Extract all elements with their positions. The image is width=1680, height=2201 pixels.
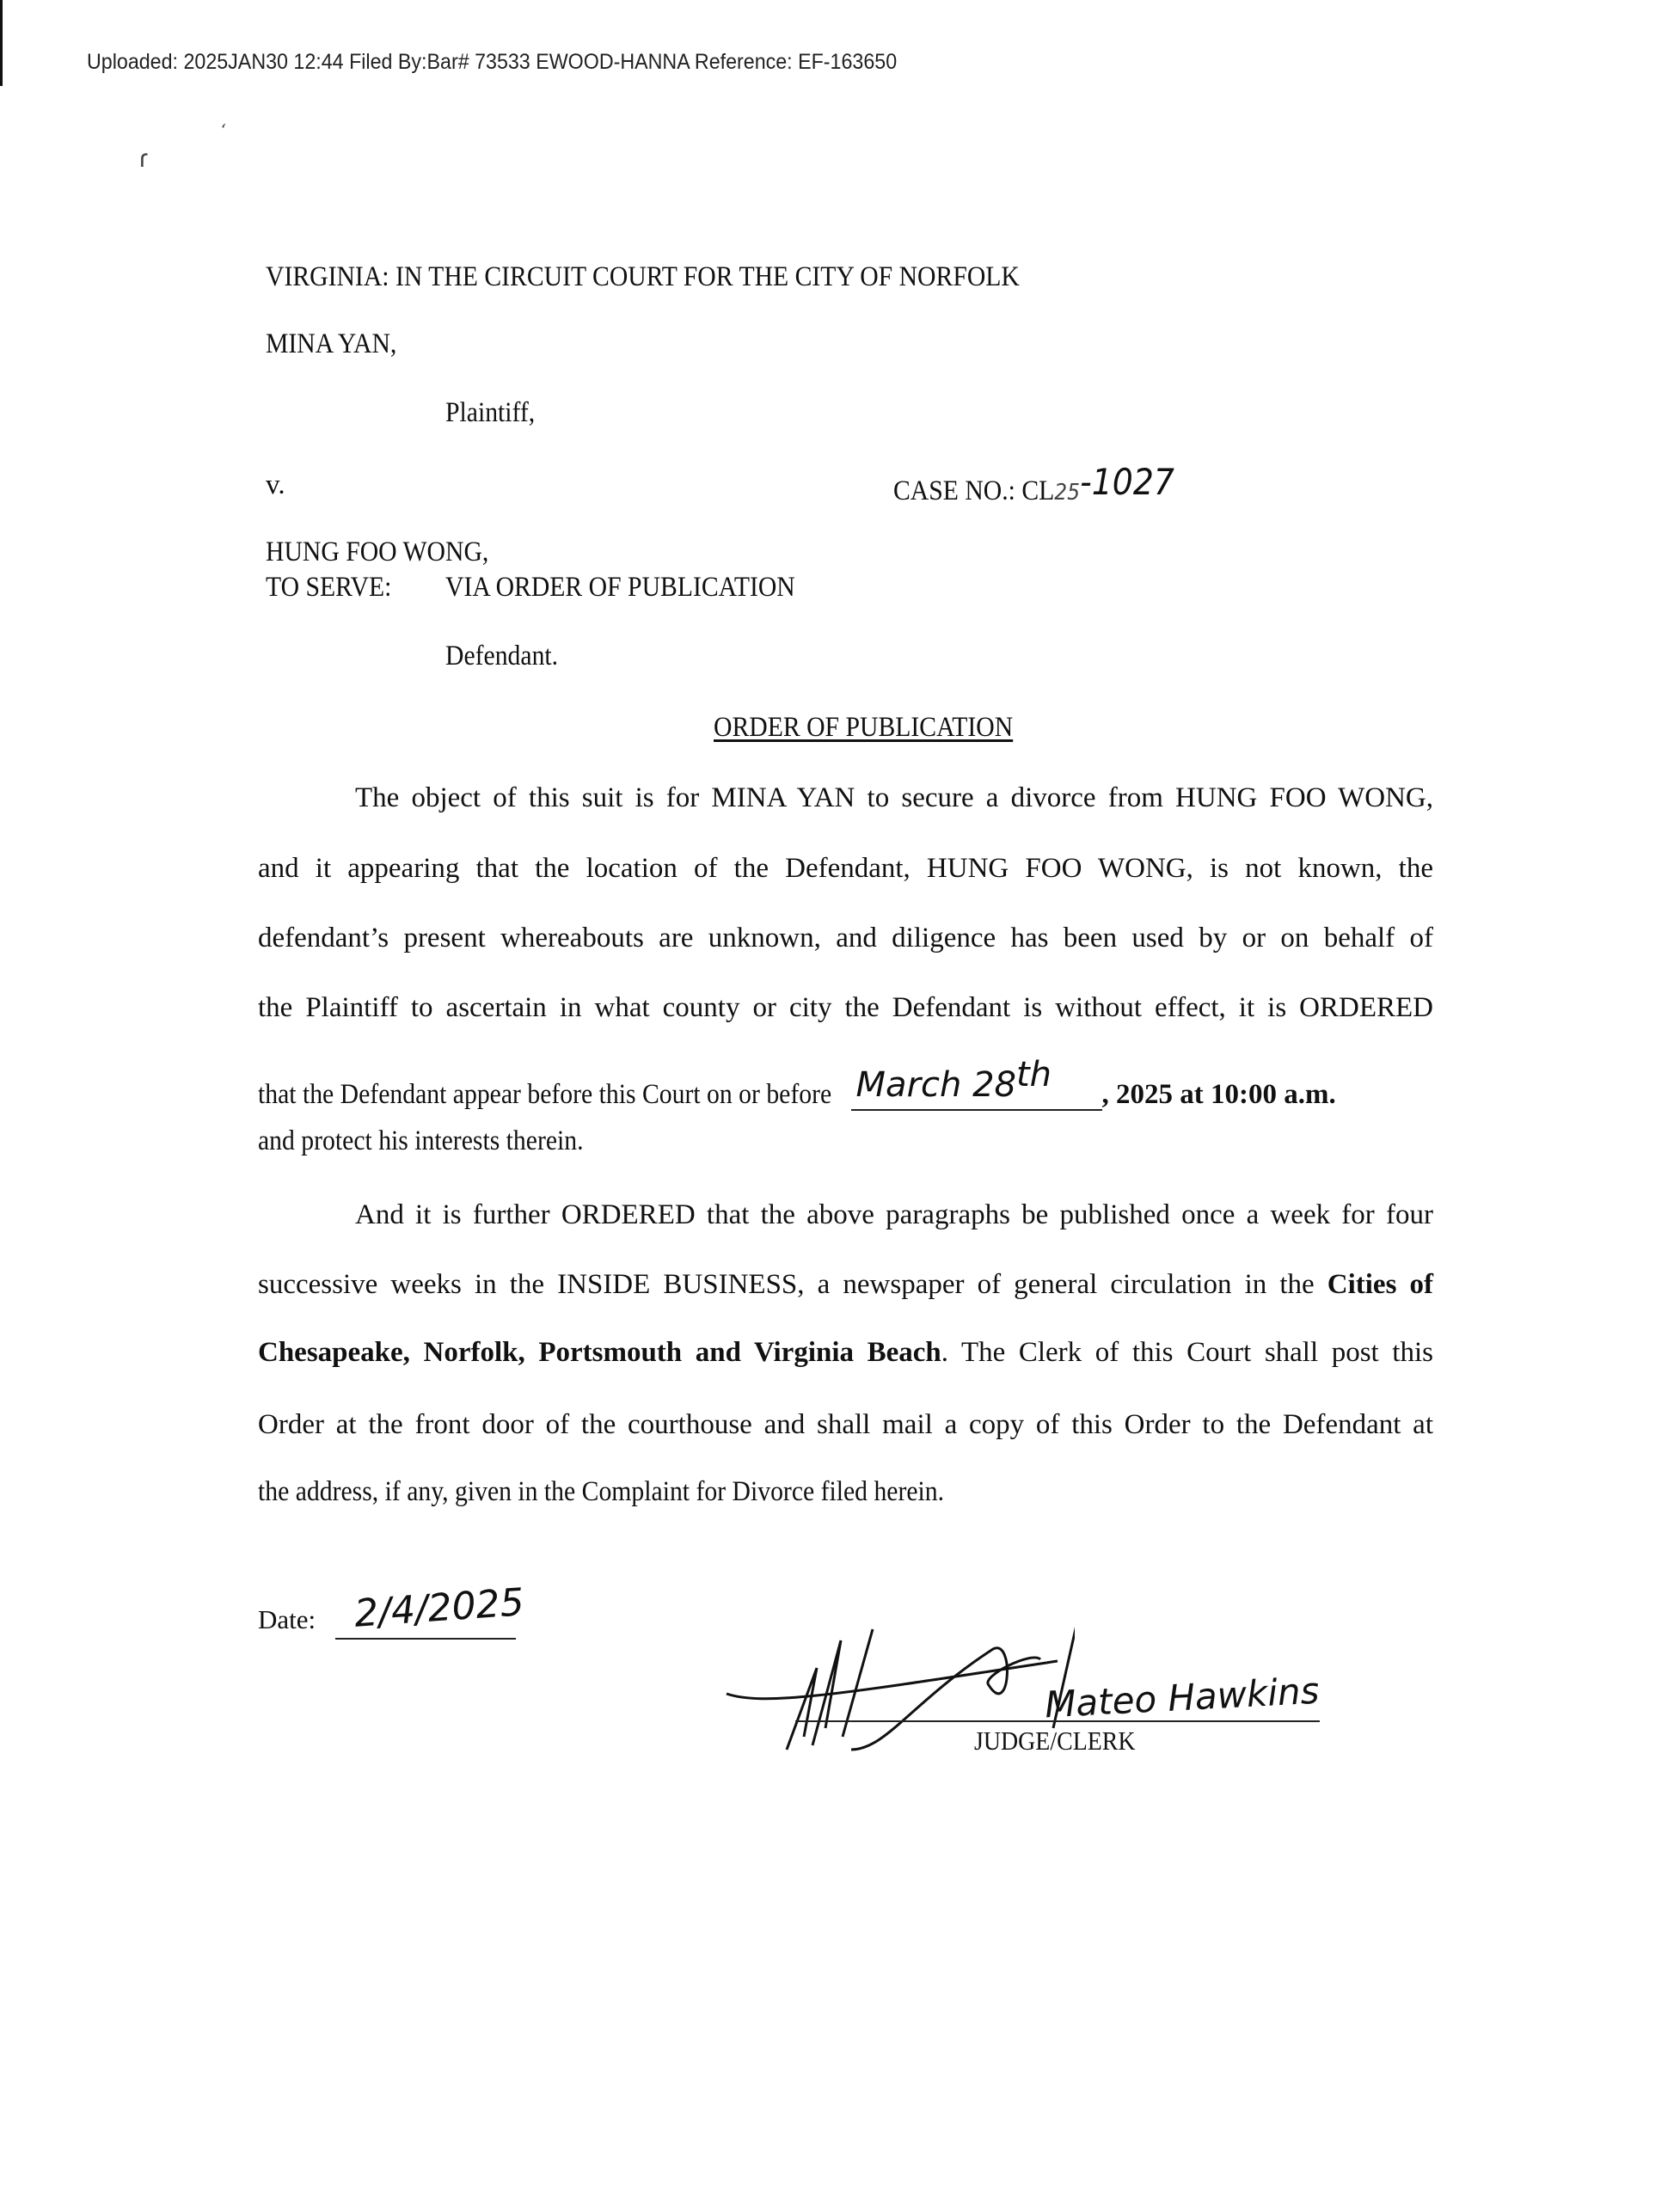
date-label: Date: (258, 1604, 316, 1634)
efiling-stamp: Uploaded: 2025JAN30 12:44 Filed By:Bar# 73533 EWOOD-HANNA Reference: EF-163650 (87, 50, 898, 74)
versus: v. (266, 469, 285, 500)
appearance-date-suffix: th (1015, 1055, 1052, 1094)
defendant-label: Defendant. (445, 641, 559, 671)
appearance-date-handwritten: March 28 (855, 1065, 1016, 1105)
appearance-prefix: that the Defendant appear before this Court on or before (258, 1079, 832, 1110)
case-number-value: -1027 (1080, 461, 1174, 503)
appearance-deadline-line (258, 1055, 1336, 1111)
case-number-label: CASE NO.: (893, 475, 1015, 506)
paragraph1-line: defendant’s present whereabouts are unknown, and diligence has been used by or on behalf of (258, 923, 1433, 953)
date-handwritten: 2/4/2025 (353, 1580, 526, 1636)
paragraph1-line: The object of this suit is for MINA YAN to secure a divorce from HUNG FOO WONG, (355, 782, 1433, 813)
paragraph1-last-line: and protect his interests therein. (258, 1125, 584, 1156)
scan-edge-mark (0, 0, 3, 86)
paragraph2-last-line: the address, if any, given in the Complaint for Divorce filed herein. (258, 1476, 945, 1507)
paragraph1-line: the Plaintiff to ascertain in what county or city the Defendant is without effect, it is ORDERED (258, 992, 1433, 1023)
plaintiff-name: MINA YAN, (266, 328, 397, 359)
case-number-year: 25 (1054, 480, 1081, 506)
paragraph2-line2-text: successive weeks in the INSIDE BUSINESS, a newspaper of general circulation in the (258, 1269, 1315, 1300)
paragraph2-line (258, 1339, 1433, 1367)
appearance-date-blank (851, 1055, 1102, 1111)
to-serve-label: TO SERVE: (266, 572, 392, 603)
scan-artifact: ɾ (139, 144, 148, 173)
cities-list: Chesapeake, Norfolk, Portsmouth and Virginia Beach (258, 1337, 941, 1368)
appearance-year-time: , 2025 at 10:00 a.m. (1101, 1079, 1336, 1110)
paragraph2-line3-text: . The Clerk of this Court shall post this (941, 1337, 1433, 1368)
case-number-prefix: CL (1021, 475, 1055, 506)
signer-title: JUDGE/CLERK (974, 1726, 1136, 1756)
date-underline (335, 1638, 516, 1640)
signature-underline (795, 1720, 1320, 1722)
paragraph2-line: And it is further ORDERED that the above paragraphs be published once a week for four (355, 1199, 1433, 1230)
to-serve-value: VIA ORDER OF PUBLICATION (445, 572, 795, 603)
document-title: ORDER OF PUBLICATION (714, 712, 1014, 743)
plaintiff-label: Plaintiff, (445, 397, 536, 428)
signer-handwritten-name: Mateo Hawkins (1043, 1669, 1321, 1726)
scan-artifact: ‘ (214, 119, 230, 140)
paragraph2-line (258, 1271, 1433, 1299)
paragraph1-line: and it appearing that the location of the Defendant, HUNG FOO WONG, is not known, the (258, 853, 1433, 884)
court-heading: VIRGINIA: IN THE CIRCUIT COURT FOR THE CITY OF NORFOLK (266, 261, 1020, 292)
paragraph2-line: Order at the front door of the courthouse and shall mail a copy of this Order to the Defendant at (258, 1409, 1433, 1440)
paragraph2-line2-bold: Cities of (1327, 1269, 1434, 1300)
case-number (893, 461, 1174, 506)
defendant-name: HUNG FOO WONG, (266, 536, 489, 567)
